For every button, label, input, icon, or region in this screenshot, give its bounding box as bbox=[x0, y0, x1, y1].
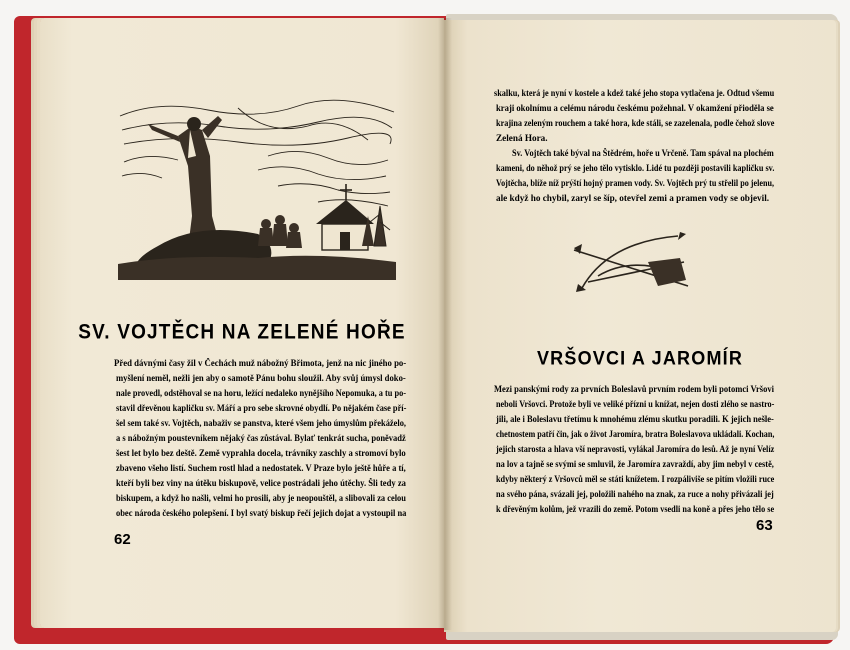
chapter-title-right: VRŠOVCI A JAROMÍR bbox=[536, 346, 744, 369]
text-line: ale když ho chybil, zaryl se šíp, otevřel zemi a pramen vody se objevil. bbox=[496, 193, 770, 203]
text-line: na lov a tajně se svými se smluvil, že Jaromíra zavraždí, aby jim nebyl v cestě, bbox=[496, 459, 774, 469]
text-line: šest let bylo bez deště. Země vyprahla docela, trávníky zaschly a stromoví bylo bbox=[116, 448, 406, 458]
text-line: Vojtěcha, blíže níž prýští hojný pramen vody. Sv. Vojtěch prý tu střelil po jelenu, bbox=[496, 178, 775, 188]
text-line: jejich starosta a hlava vší nepravosti, vylákal Jaromíra do lesů. Až je nyní Velíz bbox=[496, 444, 775, 454]
text-line: Před dávnými časy žil v Čechách muž nábožný Břimota, jenž na nic jiného po- bbox=[114, 358, 407, 368]
text-line: neboli Vršovci. Protože byli ve veliké přízni u knížat, nejen dosti zlého se nastro- bbox=[496, 399, 775, 409]
text-line: Sv. Vojtěch také býval na Štědrém, hoře u Vrčeně. Tam spával na plochém bbox=[512, 148, 774, 158]
text-line: a s nábožným poustevníkem nějaký čas zůstával. Bylať tenkrát sucha, poněvadž bbox=[116, 433, 406, 443]
text-line: zbaveno všeho listí. Suchem rostl hlad a nedostatek. V Praze bylo ještě hůře a tí, bbox=[116, 463, 406, 473]
woodcut-illustration-saint-praying bbox=[118, 96, 396, 280]
text-line: kteří byli bez viny na útěku biskupově, velice postrádali jeho útěchy. Šli tedy za bbox=[116, 478, 406, 488]
chapter-title-left: SV. VOJTĚCH NA ZELENÉ HOŘE bbox=[78, 320, 406, 344]
text-line: stavil dřevěnou kapličku sv. Máří a pro sebe skrovné obydlí. Po nějakém čase pří- bbox=[116, 403, 407, 413]
text-line: chetnostem patří čin, jak o život Jaromíra, bratra Boleslavova ukládali. Kochan, bbox=[496, 429, 775, 439]
text-line: krajina zeleným rouchem a také hora, kde stáli, se zazelenala, podle čehož slove bbox=[496, 118, 775, 128]
text-line: na svého pána, svázali jej, položili nahého na znak, za ruce a nohy přivázali jej bbox=[496, 489, 774, 499]
text-line: jili, ale i Boleslavu třetímu k mnohému zlému skutku poradili. K jejich nešle- bbox=[496, 414, 774, 424]
text-line: nale provedl, odstěhoval se na horu, ležící nedaleko nynějšího Nepomuka, a tu po- bbox=[116, 388, 407, 398]
text-line: kdyby některý z Vršovců měl se státi knížetem. I rozpáliviše se pitím vložili ruce bbox=[496, 474, 775, 484]
text-line: Zelená Hora. bbox=[496, 133, 548, 143]
text-line: myšlení neměl, nežli jen aby o samotě Pánu bohu sloužil. Aby svůj úmysl doko- bbox=[116, 373, 406, 383]
text-line: biskupem, a když ho našli, velmi ho prosili, aby je neopouštěl, a slibovali za celou bbox=[116, 493, 406, 503]
text-line: šel sem také sv. Vojtěch, nabaživ se panstva, které všem jeho úmyslům překáželo, bbox=[116, 418, 407, 428]
text-line: kraji okolnímu a celému národu českému požehnal. V okamžení přioděla se bbox=[496, 103, 774, 113]
text-line: kameni, do něhož prý se jeho tělo vytisklo. Lidé tu později postavili kapličku sv. bbox=[496, 163, 775, 173]
vignette-crossbow-and-arrows bbox=[568, 228, 692, 300]
page-number-right: 63 bbox=[756, 517, 773, 534]
text-line: obec národa českého polepšení. I byl svatý biskup řečí jejich dojat a vystoupil na bbox=[116, 508, 407, 518]
text-line: skalku, která je nyní v kostele a kdež také jeho stopa vytlačena je. Odtud všemu bbox=[494, 88, 775, 98]
page-number-left: 62 bbox=[114, 531, 131, 548]
text-line: Mezi panskými rody za prvních Boleslavů prvním rodem byli potomci Vršovi bbox=[494, 384, 774, 394]
text-line: k dřevěným kolům, jež vrazili do země. Potom vsedli na koně a přes jeho tělo se bbox=[496, 504, 775, 514]
